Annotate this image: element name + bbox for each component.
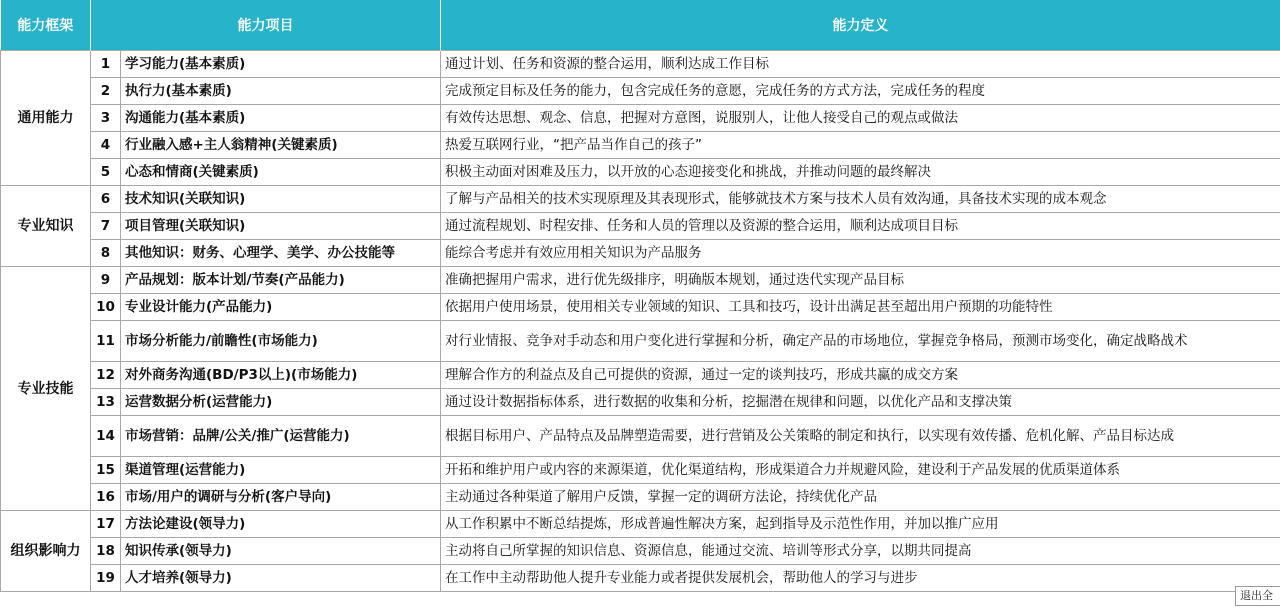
capability-item: 人才培养(领导力) [121, 565, 441, 592]
table-row [1, 416, 1280, 457]
table-row [1, 132, 1280, 159]
capability-definition: 主动将自己所掌握的知识信息、资源信息，能通过交流、培训等形式分享，以期共同提高 [441, 538, 1280, 565]
table-row [1, 538, 1280, 565]
capability-definition: 热爱互联网行业，“把产品当作自己的孩子” [441, 132, 1280, 159]
capability-item: 其他知识：财务、心理学、美学、办公技能等 [121, 240, 441, 267]
framework-cell: 专业知识 [1, 186, 91, 267]
framework-cell: 专业技能 [1, 267, 91, 511]
capability-item: 行业融入感+主人翁精神(关键素质) [121, 132, 441, 159]
table-row [1, 511, 1280, 538]
capability-definition: 了解与产品相关的技术实现原理及其表现形式，能够就技术方案与技术人员有效沟通，具备技术实现的成本观念 [441, 186, 1280, 213]
row-number: 13 [91, 389, 121, 416]
header-item: 能力项目 [91, 0, 441, 51]
table-row [1, 389, 1280, 416]
row-number: 2 [91, 78, 121, 105]
table-row [1, 51, 1280, 78]
capability-item: 产品规划：版本计划/节奏(产品能力) [121, 267, 441, 294]
capability-item: 运营数据分析(运营能力) [121, 389, 441, 416]
header-definition: 能力定义 [441, 0, 1280, 51]
row-number: 18 [91, 538, 121, 565]
capability-definition: 根据目标用户、产品特点及品牌塑造需要，进行营销及公关策略的制定和执行，以实现有效传播、危机化解、产品目标达成 [441, 416, 1280, 457]
exit-fullscreen-button[interactable]: 退出全 [1235, 586, 1280, 606]
capability-definition: 积极主动面对困难及压力，以开放的心态迎接变化和挑战，并推动问题的最终解决 [441, 159, 1280, 186]
capability-definition: 理解合作方的利益点及自己可提供的资源，通过一定的谈判技巧，形成共赢的成交方案 [441, 362, 1280, 389]
row-number: 14 [91, 416, 121, 457]
capability-item: 技术知识(关联知识) [121, 186, 441, 213]
capability-definition: 开拓和维护用户或内容的来源渠道，优化渠道结构，形成渠道合力并规避风险，建设利于产品发展的优质渠道体系 [441, 457, 1280, 484]
row-number: 12 [91, 362, 121, 389]
table-row [1, 484, 1280, 511]
table-row [1, 321, 1280, 362]
table-row [1, 362, 1280, 389]
table-header [1, 0, 1280, 51]
row-number: 17 [91, 511, 121, 538]
row-number: 16 [91, 484, 121, 511]
row-number: 3 [91, 105, 121, 132]
row-number: 1 [91, 51, 121, 78]
table-row [1, 240, 1280, 267]
capability-definition: 准确把握用户需求，进行优先级排序，明确版本规划，通过迭代实现产品目标 [441, 267, 1280, 294]
capability-item: 项目管理(关联知识) [121, 213, 441, 240]
capability-definition: 在工作中主动帮助他人提升专业能力或者提供发展机会，帮助他人的学习与进步 [441, 565, 1280, 592]
capability-item: 执行力(基本素质) [121, 78, 441, 105]
capability-item: 沟通能力(基本素质) [121, 105, 441, 132]
row-number: 15 [91, 457, 121, 484]
capability-definition: 对行业情报、竞争对手动态和用户变化进行掌握和分析，确定产品的市场地位，掌握竞争格局，预测市场变化，确定战略战术 [441, 321, 1280, 362]
capability-definition: 主动通过各种渠道了解用户反馈，掌握一定的调研方法论，持续优化产品 [441, 484, 1280, 511]
capability-definition: 从工作积累中不断总结提炼，形成普遍性解决方案，起到指导及示范性作用，并加以推广应用 [441, 511, 1280, 538]
row-number: 5 [91, 159, 121, 186]
capability-item: 专业设计能力(产品能力) [121, 294, 441, 321]
table-row [1, 294, 1280, 321]
capability-item: 对外商务沟通(BD/P3以上)(市场能力) [121, 362, 441, 389]
row-number: 11 [91, 321, 121, 362]
capability-item: 市场分析能力/前瞻性(市场能力) [121, 321, 441, 362]
capability-item: 学习能力(基本素质) [121, 51, 441, 78]
capability-definition: 通过计划、任务和资源的整合运用，顺利达成工作目标 [441, 51, 1280, 78]
framework-cell: 通用能力 [1, 51, 91, 186]
capability-definition: 依据用户使用场景，使用相关专业领域的知识、工具和技巧，设计出满足甚至超出用户预期的功能特性 [441, 294, 1280, 321]
row-number: 8 [91, 240, 121, 267]
table-row [1, 186, 1280, 213]
row-number: 6 [91, 186, 121, 213]
framework-cell: 组织影响力 [1, 511, 91, 592]
capability-item: 市场/用户的调研与分析(客户导向) [121, 484, 441, 511]
table-row [1, 105, 1280, 132]
row-number: 10 [91, 294, 121, 321]
header-framework: 能力框架 [1, 0, 91, 51]
capability-definition: 通过设计数据指标体系，进行数据的收集和分析，挖掘潜在规律和问题，以优化产品和支撑决策 [441, 389, 1280, 416]
capability-item: 心态和情商(关键素质) [121, 159, 441, 186]
table-row [1, 267, 1280, 294]
row-number: 19 [91, 565, 121, 592]
table-row [1, 565, 1280, 592]
capability-item: 市场营销：品牌/公关/推广(运营能力) [121, 416, 441, 457]
row-number: 7 [91, 213, 121, 240]
capability-item: 渠道管理(运营能力) [121, 457, 441, 484]
table-body [1, 51, 1280, 592]
capability-item: 知识传承(领导力) [121, 538, 441, 565]
capability-definition: 通过流程规划、时程安排、任务和人员的管理以及资源的整合运用，顺利达成项目目标 [441, 213, 1280, 240]
table-row [1, 213, 1280, 240]
table-row [1, 78, 1280, 105]
table-row [1, 457, 1280, 484]
capability-definition: 有效传达思想、观念、信息，把握对方意图，说服别人，让他人接受自己的观点或做法 [441, 105, 1280, 132]
row-number: 9 [91, 267, 121, 294]
capability-definition: 能综合考虑并有效应用相关知识为产品服务 [441, 240, 1280, 267]
capability-definition: 完成预定目标及任务的能力，包含完成任务的意愿，完成任务的方式方法，完成任务的程度 [441, 78, 1280, 105]
table-row [1, 159, 1280, 186]
row-number: 4 [91, 132, 121, 159]
capability-item: 方法论建设(领导力) [121, 511, 441, 538]
